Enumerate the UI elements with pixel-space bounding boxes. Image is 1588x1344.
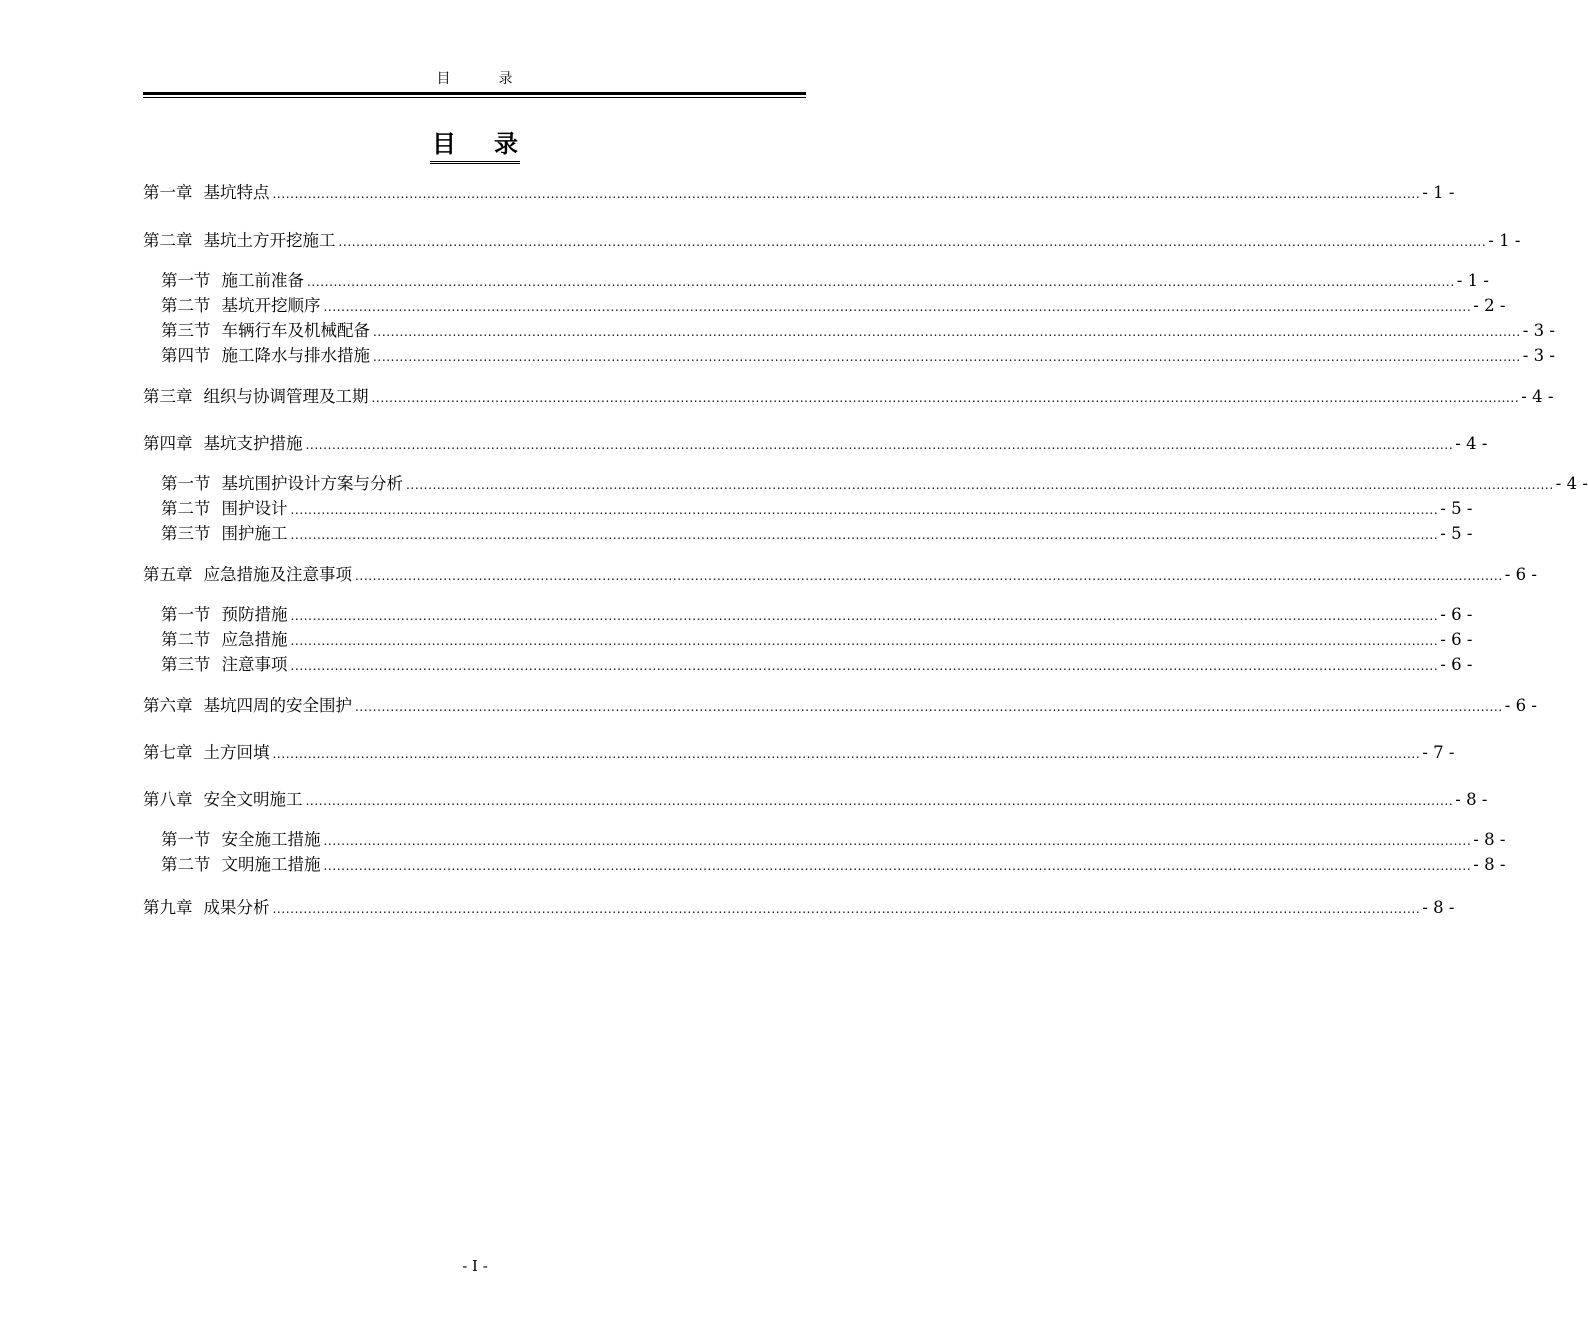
toc-section-entry[interactable]	[161, 604, 1473, 626]
toc-entry-title: 基坑开挖顺序	[221, 296, 321, 315]
toc-entry-page: - 1 -	[1456, 271, 1489, 290]
toc-chapter-entry[interactable]	[143, 433, 1488, 455]
toc-leader-dots: ....................................................................................................................................................................................................................................................................	[272, 747, 1421, 761]
toc-entry-number: 第一节	[161, 271, 211, 290]
toc-entry-page: - 7 -	[1422, 743, 1455, 762]
toc-entry-page: - 6 -	[1504, 565, 1537, 584]
toc-section-entry[interactable]	[161, 523, 1473, 545]
toc-entry-page: - 5 -	[1440, 524, 1473, 543]
toc-entry-number: 第一节	[161, 474, 211, 493]
toc-entry-page: - 3 -	[1522, 321, 1555, 340]
toc-chapter-entry[interactable]	[143, 695, 1537, 717]
toc-entry-number: 第一节	[161, 830, 211, 849]
toc-entry-page: - 2 -	[1473, 296, 1506, 315]
toc-chapter-entry[interactable]	[143, 789, 1488, 811]
page-number: - I -	[462, 1257, 488, 1275]
toc-entry-number: 第三节	[161, 524, 211, 543]
toc-entry-title: 围护设计	[221, 499, 288, 518]
toc-section-entry[interactable]	[161, 345, 1555, 367]
toc-section-entry[interactable]	[161, 473, 1588, 495]
toc-entry-page: - 1 -	[1422, 183, 1455, 202]
toc-entry-number: 第五章	[143, 565, 193, 584]
toc-entry-title: 注意事项	[221, 655, 288, 674]
toc-entry-number: 第三节	[161, 655, 211, 674]
toc-entry-title: 安全施工措施	[221, 830, 321, 849]
toc-entry-page: - 6 -	[1504, 696, 1537, 715]
toc-entry-page: - 8 -	[1473, 855, 1506, 874]
toc-leader-dots: ....................................................................................................................................................................................................................................................................	[272, 902, 1421, 916]
toc-entry-title: 应急措施及注意事项	[203, 565, 352, 584]
toc-chapter-entry[interactable]	[143, 564, 1537, 586]
toc-entry-number: 第一章	[143, 183, 193, 202]
toc-section-entry[interactable]	[161, 498, 1473, 520]
table-of-contents	[143, 0, 1588, 1000]
toc-entry-number: 第二章	[143, 231, 193, 250]
toc-entry-page: - 4 -	[1521, 387, 1554, 406]
toc-leader-dots: ....................................................................................................................................................................................................................................................................	[290, 609, 1439, 623]
toc-entry-title: 应急措施	[221, 630, 288, 649]
running-header-word1: 目	[436, 71, 451, 87]
toc-entry-title: 基坑四周的安全围护	[203, 696, 352, 715]
toc-section-entry[interactable]	[161, 654, 1473, 676]
toc-entry-page: - 8 -	[1422, 898, 1455, 917]
toc-entry-number: 第八章	[143, 790, 193, 809]
running-header-word2: 录	[498, 71, 513, 87]
toc-leader-dots: ....................................................................................................................................................................................................................................................................	[290, 503, 1439, 517]
toc-leader-dots: ....................................................................................................................................................................................................................................................................	[290, 528, 1439, 542]
toc-entry-page: - 8 -	[1473, 830, 1506, 849]
toc-leader-dots: ....................................................................................................................................................................................................................................................................	[290, 659, 1439, 673]
toc-entry-title: 施工降水与排水措施	[221, 346, 370, 365]
toc-entry-title: 车辆行车及机械配备	[221, 321, 370, 340]
toc-entry-title: 施工前准备	[221, 271, 304, 290]
toc-chapter-entry[interactable]	[143, 386, 1554, 408]
toc-leader-dots: ....................................................................................................................................................................................................................................................................	[373, 350, 1521, 364]
toc-title-char1: 目	[432, 130, 456, 158]
toc-chapter-entry[interactable]	[143, 182, 1455, 204]
toc-entry-title: 组织与协调管理及工期	[203, 387, 369, 406]
toc-leader-dots: ....................................................................................................................................................................................................................................................................	[272, 187, 1421, 201]
toc-entry-number: 第二节	[161, 855, 211, 874]
toc-entry-title: 预防措施	[221, 605, 288, 624]
toc-entry-number: 第三节	[161, 321, 211, 340]
toc-leader-dots: ....................................................................................................................................................................................................................................................................	[307, 275, 1455, 289]
toc-entry-title: 围护施工	[221, 524, 288, 543]
toc-entry-number: 第六章	[143, 696, 193, 715]
toc-section-entry[interactable]	[161, 829, 1506, 851]
toc-leader-dots: ....................................................................................................................................................................................................................................................................	[323, 859, 1472, 873]
toc-entry-title: 基坑特点	[203, 183, 270, 202]
toc-chapter-entry[interactable]	[143, 230, 1521, 252]
toc-entry-number: 第三章	[143, 387, 193, 406]
toc-chapter-entry[interactable]	[143, 897, 1455, 919]
toc-entry-number: 第二节	[161, 499, 211, 518]
toc-entry-title: 土方回填	[203, 743, 270, 762]
toc-leader-dots: ....................................................................................................................................................................................................................................................................	[355, 569, 1503, 583]
toc-chapter-entry[interactable]	[143, 742, 1455, 764]
toc-entry-number: 第二节	[161, 630, 211, 649]
toc-entry-title: 基坑支护措施	[203, 434, 303, 453]
toc-entry-title: 基坑土方开挖施工	[203, 231, 336, 250]
toc-leader-dots: ....................................................................................................................................................................................................................................................................	[355, 700, 1503, 714]
toc-entry-page: - 4 -	[1555, 474, 1588, 493]
toc-section-entry[interactable]	[161, 629, 1473, 651]
toc-entry-page: - 5 -	[1440, 499, 1473, 518]
toc-section-entry[interactable]	[161, 295, 1506, 317]
toc-entry-title: 成果分析	[203, 898, 270, 917]
toc-leader-dots: ....................................................................................................................................................................................................................................................................	[338, 235, 1487, 249]
toc-leader-dots: ....................................................................................................................................................................................................................................................................	[305, 794, 1454, 808]
toc-title-char2: 录	[494, 130, 518, 158]
toc-leader-dots: ....................................................................................................................................................................................................................................................................	[373, 325, 1521, 339]
toc-section-entry[interactable]	[161, 320, 1555, 342]
toc-entry-page: - 1 -	[1488, 231, 1521, 250]
toc-leader-dots: ....................................................................................................................................................................................................................................................................	[406, 478, 1554, 492]
toc-entry-page: - 3 -	[1522, 346, 1555, 365]
toc-leader-dots: ....................................................................................................................................................................................................................................................................	[290, 634, 1439, 648]
toc-entry-title: 文明施工措施	[221, 855, 321, 874]
toc-entry-number: 第一节	[161, 605, 211, 624]
toc-entry-number: 第九章	[143, 898, 193, 917]
toc-section-entry[interactable]	[161, 270, 1489, 292]
toc-section-entry[interactable]	[161, 854, 1506, 876]
toc-leader-dots: ....................................................................................................................................................................................................................................................................	[305, 438, 1454, 452]
toc-leader-dots: ....................................................................................................................................................................................................................................................................	[323, 834, 1472, 848]
toc-entry-page: - 4 -	[1455, 434, 1488, 453]
toc-leader-dots: ....................................................................................................................................................................................................................................................................	[371, 391, 1520, 405]
toc-entry-page: - 6 -	[1440, 605, 1473, 624]
toc-entry-title: 基坑围护设计方案与分析	[221, 474, 403, 493]
toc-entry-page: - 8 -	[1455, 790, 1488, 809]
toc-entry-page: - 6 -	[1440, 655, 1473, 674]
toc-entry-number: 第四节	[161, 346, 211, 365]
toc-entry-title: 安全文明施工	[203, 790, 303, 809]
toc-leader-dots: ....................................................................................................................................................................................................................................................................	[323, 300, 1472, 314]
toc-entry-number: 第四章	[143, 434, 193, 453]
toc-entry-page: - 6 -	[1440, 630, 1473, 649]
toc-entry-number: 第二节	[161, 296, 211, 315]
toc-entry-number: 第七章	[143, 743, 193, 762]
